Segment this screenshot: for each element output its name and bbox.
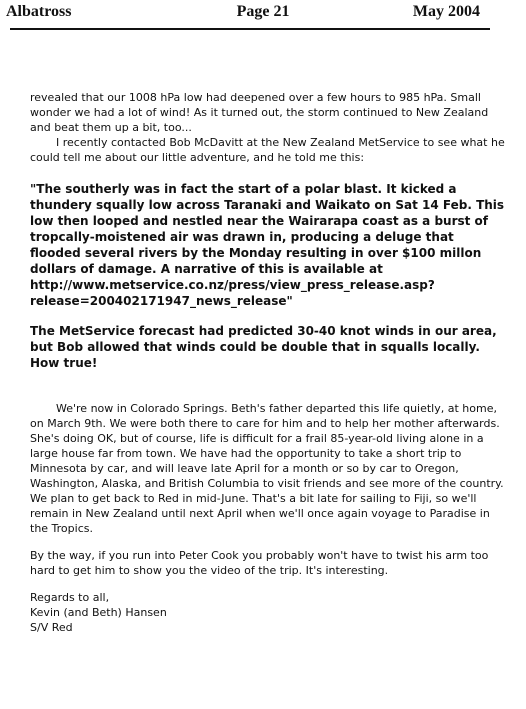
signoff-line-2: Kevin (and Beth) Hansen (30, 606, 167, 619)
paragraph-2: I recently contacted Bob McDavitt at the New Zealand MetService to see what he could tell me about our little adventure, and he told me this: (30, 136, 505, 164)
quote-paragraph: "The southerly was in fact the start of a polar blast. It kicked a thundery squally low across Taranaki and Waikato on Sat 14 Feb. This low then looped and nestled near the Wairarapa coast as a burst of tropcally-moistened air was drawn in, producing a deluge that flooded several rivers by the Monday resulting in over $100 millon dollars of damage. A narrative of this is available at http://www.metservice.co.nz/press/view_press_release.asp?release=200402171947_news_release" (30, 182, 505, 308)
paragraph-1: revealed that our 1008 hPa low had deepened over a few hours to 985 hPa. Small wonder we had a lot of wind! As it turned out, the storm continued to New Zealand and beat them up a bit, too... (30, 91, 489, 134)
forecast-paragraph: The MetService forecast had predicted 30-40 knot winds in our area, but Bob allowed that winds could be double that in squalls locally. How true! (30, 324, 497, 370)
header-rule (10, 28, 490, 30)
signoff-line-3: S/V Red (30, 621, 73, 634)
article-body (30, 90, 506, 635)
newsletter-title: Albatross (6, 3, 72, 20)
issue-date: May 2004 (412, 3, 480, 20)
page-header (0, 0, 526, 30)
signoff-line-1: Regards to all, (30, 591, 110, 604)
page-number: Page 21 (236, 3, 290, 20)
paragraph-3: We're now in Colorado Springs. Beth's father departed this life quietly, at home, on March 9th. We were both there to care for him and to help her mother afterwards. She's doing OK, but of course, life is difficult for a frail 85-year-old living alone in a large house far from town. We have had the opportunity to take a short trip to Minnesota by car, and will leave late April for a month or so by car to Oregon, Washington, Alaska, and British Columbia to visit friends and see more of the country. We plan to get back to Red in mid-June. That's a bit late for sailing to Fiji, so we'll remain in New Zealand until next April when we'll once again voyage to Paradise in the Tropics. (30, 402, 504, 535)
paragraph-4: By the way, if you run into Peter Cook you probably won't have to twist his arm too hard to get him to show you the video of the trip. It's interesting. (30, 549, 489, 577)
